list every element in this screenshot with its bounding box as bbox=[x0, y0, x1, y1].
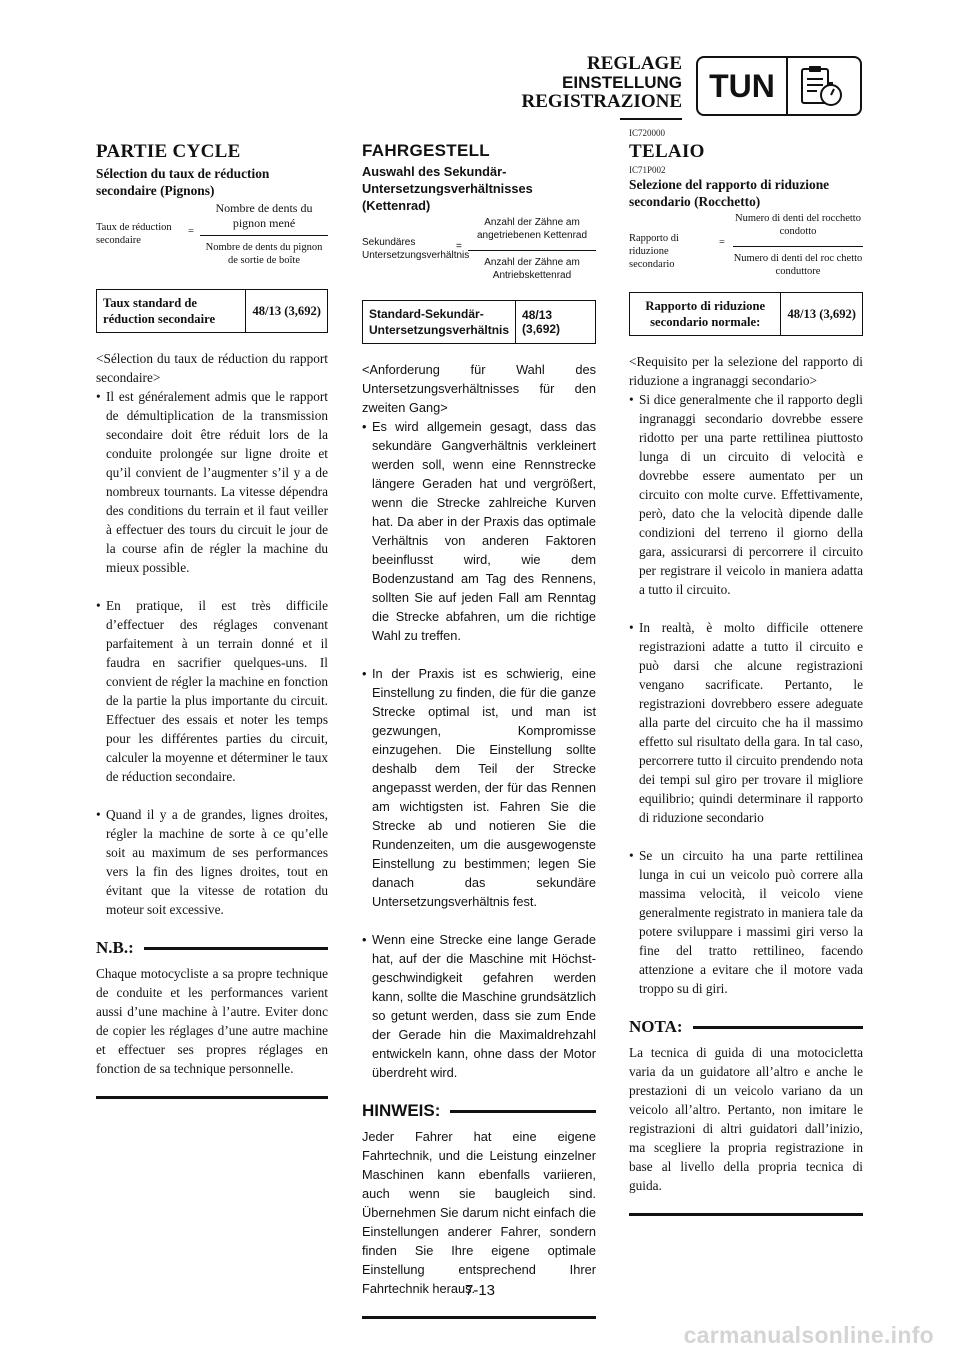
section-titles bbox=[522, 54, 683, 111]
column-french bbox=[96, 128, 328, 1099]
bullet-item: • Si dice generalmente che il rapporto degli ingranaggi secondario dovrebbe essere ridotto per una parte rettilinea piuttosto lunga di un circuito di velocità e dovrebbe essere aumentato per un circuito con molte curve. Effettivamente, però, dato che la velocità dipende dalle condizioni del terreno il giorno della gara, assicurarsi di percorrere il circuito per registrare il veicolo in maniera adatta a tutto il circuito. bbox=[629, 390, 863, 599]
formula-numerator: Numero di denti del rocchetto condotto bbox=[735, 213, 861, 237]
intro-text: <Sélection du taux de réduction du rapport secondaire> bbox=[96, 351, 328, 385]
formula-denominator: Numero di denti del roc chetto conduttore bbox=[733, 253, 863, 277]
section-heading: PARTIE CYCLE bbox=[96, 141, 241, 162]
section-heading: FAHRGESTELL bbox=[362, 141, 490, 160]
bullet-item: • Quand il y a de grandes, lignes droites, régler la machine de sorte à ce qu’elle soit au maximum de ses performances vers la fin des lignes droites, tout en évitant que la vitesse de rotation du moteur soit excessive. bbox=[96, 805, 328, 919]
formula-equals: = bbox=[719, 237, 725, 248]
section-code: TUN bbox=[698, 58, 788, 114]
formula-left-term: Taux de réduction secondaire bbox=[96, 222, 172, 246]
column-german bbox=[362, 128, 596, 1319]
standard-ratio-label: Standard-Sekundär-Untersetzungsverhältnis bbox=[363, 301, 516, 343]
note-text: Jeder Fahrer hat eine eigene Fahrtechnik, und die Leistung einzelner Maschinen kann ebenfalls variieren, auch wenn sie baugleich sind. Übernehmen Sie darum nicht einfach die Einstellungen anderer Fahrer, sondern finden Sie Ihre eigene optimale Einstellung entsprechend Ihrer Fahrtechnik heraus. bbox=[362, 1129, 596, 1296]
ratio-formula bbox=[629, 210, 863, 286]
standard-ratio-box bbox=[96, 289, 328, 333]
formula-numerator: Nombre de dents du pignon mené bbox=[215, 201, 313, 230]
section-heading: TELAIO bbox=[629, 141, 705, 162]
note-heading bbox=[362, 1101, 596, 1121]
intro-text: <Anforderung für Wahl des Untersetzungsverhältnisses für den zweiten Gang> bbox=[362, 362, 596, 415]
standard-ratio-value: 48/13 (3,692) bbox=[522, 308, 561, 336]
formula-denominator: Nombre de dents du pignon de sortie de boîte bbox=[205, 242, 323, 266]
section-code: IC720000 bbox=[629, 128, 665, 138]
note-end-rule bbox=[96, 1096, 328, 1099]
bullet-item: • Es wird allgemein gesagt, dass das sekundäre Gangverhältnis verkleinert werden soll, wenn eine Rennstrecke längere Geraden hat und vergrößert, wenn die Strecke zahlreiche Kurven hat. Da aber in der Praxis das optimale Verhältnis von anderen Faktoren beeinflusst wird, wie dem Bodenzustand am Tag des Rennens, sollten Sie auf jeden Fall am Renntag die Strecke abfahren, um die richtige Wahl zu treffen. bbox=[362, 417, 596, 645]
header-rule bbox=[620, 118, 682, 120]
ratio-formula bbox=[362, 214, 596, 290]
page-number: 7-13 bbox=[464, 1282, 496, 1299]
subsection-heading: Selezione del rapporto di riduzione secondario (Rocchetto) bbox=[629, 177, 830, 209]
fraction-bar bbox=[468, 250, 596, 251]
fraction-bar bbox=[733, 246, 863, 247]
bullet-item: • Se un circuito ha una parte rettilinea lunga in cui un veicolo può correre alla massima velocità, il veicolo viene generalmente registrato in maniera tale da potere sviluppare i massimi giri verso la fine del tratto rettilineo, facendo attenzione a evitare che il motore vada troppo su di giri. bbox=[629, 846, 863, 998]
intro-text: <Requisito per la selezione del rapporto di riduzione a ingranaggi secondario> bbox=[629, 354, 863, 388]
section-title-fr: REGLAGE bbox=[586, 53, 682, 74]
standard-ratio-box bbox=[362, 300, 596, 344]
note-text: La tecnica di guida di una motocicletta varia da un guidatore all’altro e anche le prestazioni di un veicolo variano da un veicolo all’altro. Pertanto, non imitare le registrazioni di altri guidatori dall’inizio, ma scegliere la propria registrazione in base al livello della propria tecnica di guida. bbox=[629, 1045, 863, 1193]
note-text: Chaque motocycliste a sa propre technique de conduite et les performances varient aussi d’une machine à l’autre. Eviter donc de copier les réglages d’une autre machine et effectuer ses propres réglages en fonction de sa technique personnelle. bbox=[96, 966, 328, 1076]
bullet-item: • Il est généralement admis que le rapport de démultiplication de la transmission secondaire doit être réduit lors de la conduite prolongée sur ligne droite et qu’il convient de l’augmenter s’il y a de nombreux tournants. La vitesse dépendra des conditions du terrain et il faut veiller à effectuer des tours du circuit le jour de la course afin de régler la machine du mieux possible. bbox=[96, 387, 328, 577]
column-italian bbox=[629, 128, 863, 1216]
section-title-de: EINSTELLUNG bbox=[562, 73, 682, 92]
ratio-formula bbox=[96, 199, 328, 275]
fraction-bar bbox=[200, 235, 328, 236]
clipboard-stopwatch-icon bbox=[798, 64, 846, 108]
note-heading bbox=[629, 1017, 863, 1037]
note-label: N.B.: bbox=[96, 938, 134, 957]
section-tab bbox=[696, 56, 862, 116]
formula-left-term: Sekundäres Untersetzungsverhältnis bbox=[362, 237, 470, 261]
bullet-item: • En pratique, il est très difficile d’effectuer des réglages convenant parfaitement à un terrain donné et il faudra en sacrifier quelques-uns. Il convient de régler la machine en fonction de la partie la plus importante du circuit. Effectuer des essais et noter les temps pour les différentes parties du circuit, calculer la moyenne et déterminer le taux de réduction secondaire. bbox=[96, 596, 328, 786]
note-label: NOTA: bbox=[629, 1017, 683, 1036]
note-rule bbox=[693, 1026, 863, 1029]
subsection-heading: Auswahl des Sekundär-Untersetzungsverhältnisses (Kettenrad) bbox=[362, 164, 533, 213]
bullet-item: • In der Praxis ist es schwierig, eine Einstellung zu finden, die für die ganze Strecke optimal ist, und man ist gezwungen, Kompromisse einzugehen. Die Einstellung sollte deshalb dem Teil der Strecke angepasst werden, der für das Rennen am wichtigsten ist. Fahren Sie die Strecke ab und notieren Sie die Rundenzeiten, um die ausgewogenste Einstellung zu bestimmen; legen Sie danach das sekundäre Untersetzungsverhältnis fest. bbox=[362, 664, 596, 911]
bullet-item: • In realtà, è molto difficile ottenere registrazioni adatte a tutto il circuito e può darsi che alcune registrazioni vengano sacrificate. Pertanto, le registrazioni dovrebbero essere adeguate alla parte del circuito che ha il massimo effetto sul risultato della gara. In tal caso, percorrere tutto il circuito prendendo nota dei tempi sul giro per trovare il migliore equilibrio; quindi determinare il rapporto di riduzione secondario bbox=[629, 618, 863, 827]
spacer-code bbox=[96, 128, 328, 139]
subsection-heading: Sélection du taux de réduction secondaire (Pignons) bbox=[96, 166, 270, 198]
note-label: HINWEIS: bbox=[362, 1101, 441, 1120]
bullet-item: • Wenn eine Strecke eine lange Gerade hat, auf der die Maschine mit Höchst-geschwindigkeit gefahren werden kann, sollte die Maschine grundsätzlich so getunt werden, dass sie zum Ende der Gerade hin die Maximaldrehzahl entwickeln kann, ohne dass der Motor überdreht wird. bbox=[362, 930, 596, 1082]
formula-denominator: Anzahl der Zähne am Antriebskettenrad bbox=[484, 257, 580, 281]
note-rule bbox=[450, 1110, 596, 1113]
standard-ratio-label: Taux standard de réduction secondaire bbox=[97, 290, 246, 332]
formula-numerator: Anzahl der Zähne am angetriebenen Kettenrad bbox=[476, 217, 588, 241]
standard-ratio-value: 48/13 (3,692) bbox=[787, 306, 856, 321]
formula-equals: = bbox=[188, 226, 194, 237]
note-end-rule bbox=[362, 1316, 596, 1319]
note-end-rule bbox=[629, 1213, 863, 1216]
subsection-code: IC71P002 bbox=[629, 165, 666, 175]
standard-ratio-box bbox=[629, 292, 863, 336]
note-heading bbox=[96, 938, 328, 958]
spacer-code bbox=[362, 128, 596, 139]
standard-ratio-value: 48/13 (3,692) bbox=[252, 303, 321, 318]
section-title-it: REGISTRAZIONE bbox=[521, 91, 682, 112]
watermark: carmanualsonline.info bbox=[683, 1322, 934, 1348]
standard-ratio-label: Rapporto di riduzione secondario normale: bbox=[630, 293, 781, 335]
note-rule bbox=[144, 947, 328, 950]
formula-equals: = bbox=[456, 241, 462, 252]
formula-left-term: Rapporto di riduzione secondario bbox=[629, 233, 679, 270]
